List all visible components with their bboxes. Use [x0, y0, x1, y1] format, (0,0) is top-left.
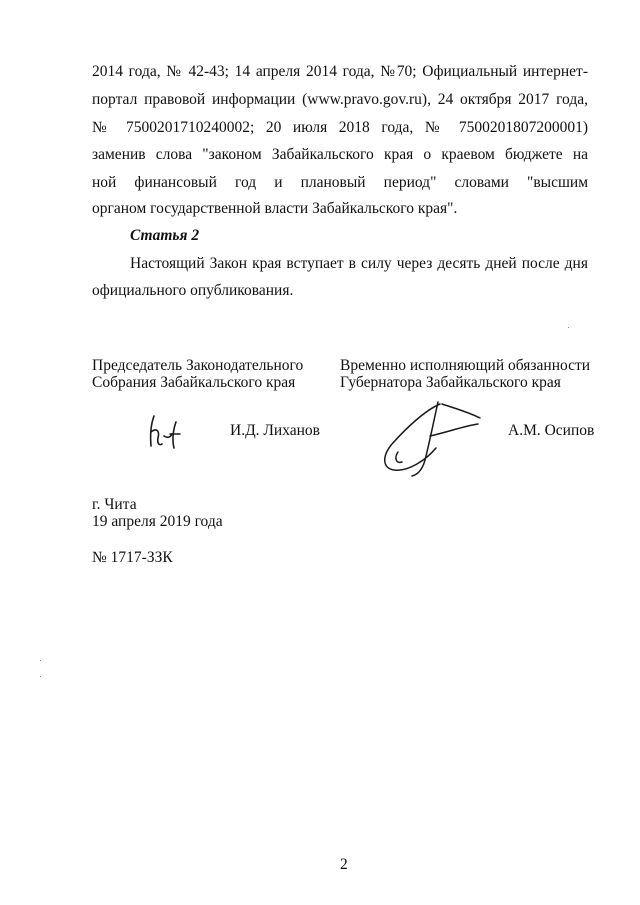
- right-handwritten-signature: [368, 396, 488, 480]
- signing-date: 19 апреля 2019 года: [92, 513, 223, 530]
- article-heading: Статья 2: [130, 227, 200, 244]
- page-number: 2: [340, 856, 348, 873]
- right-signatory-title-2: Губернатора Забайкальского края: [340, 374, 561, 391]
- article-line-1: Настоящий Закон края вступает в силу через десять дней после дня: [130, 255, 588, 272]
- body-line-5: ной финансовый год и плановый период" словами "высшим: [92, 174, 588, 191]
- body-line-4: заменив слова "законом Забайкальского края о краевом бюджете на: [92, 146, 588, 163]
- scan-speck: [40, 660, 41, 661]
- body-line-last: органом государственной власти Забайкальского края".: [92, 200, 458, 217]
- left-signatory-title-2: Собрания Забайкальского края: [92, 374, 296, 391]
- right-signatory-name: А.М. Осипов: [508, 422, 595, 439]
- left-signatory-title-1: Председатель Законодательного: [92, 357, 304, 374]
- place-of-signing: г. Чита: [92, 496, 137, 513]
- left-signatory-name: И.Д. Лиханов: [230, 422, 320, 439]
- body-line-1: 2014 года, № 42-43; 14 апреля 2014 года, №70; Официальный интернет-: [92, 63, 588, 80]
- left-handwritten-signature: [140, 412, 190, 454]
- scan-speck: [568, 327, 569, 328]
- right-signatory-title-1: Временно исполняющий обязанности: [340, 357, 591, 374]
- body-line-3: № 7500201710240002; 20 июля 2018 года, № 7500201807200001): [92, 119, 588, 136]
- scan-speck: [40, 676, 41, 677]
- body-line-2: портал правовой информации (www.pravo.gov.ru), 24 октября 2017 года,: [92, 91, 588, 108]
- article-line-2: официального опубликования.: [92, 282, 294, 299]
- law-number: № 1717-ЗЗК: [92, 549, 173, 566]
